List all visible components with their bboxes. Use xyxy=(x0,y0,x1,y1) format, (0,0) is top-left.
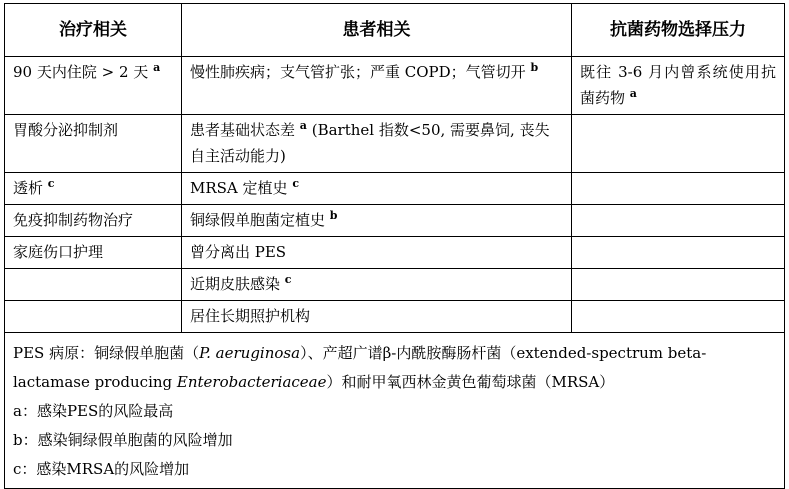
risk-factor-table xyxy=(4,3,785,489)
cell-antibiotic xyxy=(572,269,785,301)
cell-patient: 近期皮肤感染 $^c$ xyxy=(182,269,572,301)
cell-antibiotic xyxy=(572,301,785,333)
pes-definition: PES 病原：铜绿假单胞菌（P. aeruginosa）、产超广谱β-内酰胺酶肠杆菌（extended-spectrum beta-lactamase producing Enterobacteriaceae）和耐甲氧西林金黄色葡萄球菌（MRSA） xyxy=(13,344,707,391)
cell-treatment: 胃酸分泌抑制剂 xyxy=(5,115,182,173)
cell-treatment: 家庭伤口护理 xyxy=(5,237,182,269)
table-row xyxy=(5,269,785,301)
cell-patient: 曾分离出 PES xyxy=(182,237,572,269)
cell-antibiotic xyxy=(572,237,785,269)
header-antibiotic-pressure: 抗菌药物选择压力 xyxy=(572,4,785,57)
table-row xyxy=(5,57,785,115)
footnote-a: a：感染PES的风险最高 xyxy=(13,402,174,420)
footnote-row xyxy=(5,333,785,489)
cell-antibiotic: 既往 3-6 月内曾系统使用抗菌药物 $^a$ xyxy=(572,57,785,115)
table-row xyxy=(5,115,785,173)
cell-antibiotic xyxy=(572,115,785,173)
footnote-cell xyxy=(5,333,785,489)
cell-treatment xyxy=(5,269,182,301)
cell-patient: 铜绿假单胞菌定植史 $^b$ xyxy=(182,205,572,237)
footnote-c: c：感染MRSA的风险增加 xyxy=(13,460,190,478)
cell-treatment: 免疫抑制药物治疗 xyxy=(5,205,182,237)
cell-patient: MRSA 定植史 $^c$ xyxy=(182,173,572,205)
header-patient-related: 患者相关 xyxy=(182,4,572,57)
cell-treatment: 透析 $^c$ xyxy=(5,173,182,205)
header-row xyxy=(5,4,785,57)
cell-treatment: 90 天内住院 > 2 天 $^a$ xyxy=(5,57,182,115)
table-row xyxy=(5,205,785,237)
cell-treatment xyxy=(5,301,182,333)
cell-antibiotic xyxy=(572,173,785,205)
cell-patient: 患者基础状态差 $^a$ (Barthel 指数<50, 需要鼻饲, 丧失自主活动能力) xyxy=(182,115,572,173)
table-row xyxy=(5,301,785,333)
table-row xyxy=(5,173,785,205)
footnote-b: b：感染铜绿假单胞菌的风险增加 xyxy=(13,431,233,449)
cell-patient: 慢性肺疾病；支气管扩张；严重 COPD；气管切开 $^b$ xyxy=(182,57,572,115)
header-treatment-related: 治疗相关 xyxy=(5,4,182,57)
table-row xyxy=(5,237,785,269)
cell-patient: 居住长期照护机构 xyxy=(182,301,572,333)
cell-antibiotic xyxy=(572,205,785,237)
